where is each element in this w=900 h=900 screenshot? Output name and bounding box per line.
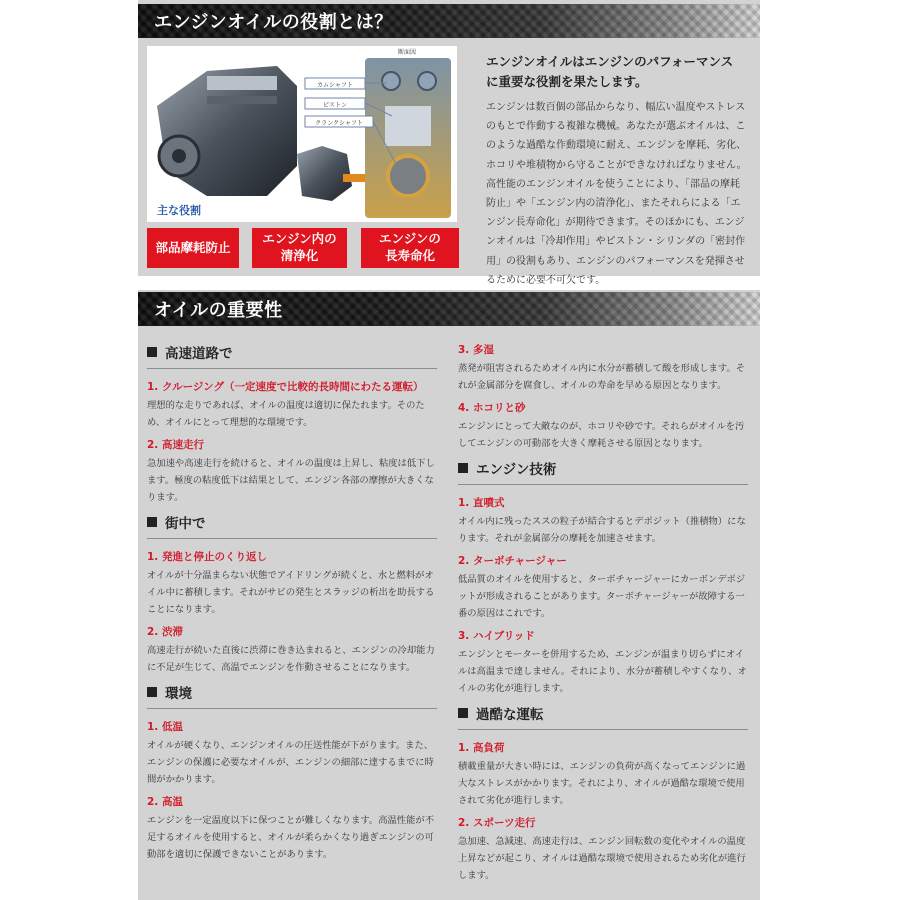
item-title: 3. ハイブリッド [458, 630, 535, 642]
section-heading [147, 342, 437, 369]
item-body: 急加速、急減速、高速走行は、エンジン回転数の変化やオイルの温度上昇などが起こり、オイルは過酷な環境で使用されるため劣化が進行します。 [458, 836, 746, 881]
section-heading [147, 682, 437, 709]
role-engine-longevity: エンジンの 長寿命化 [361, 228, 459, 268]
section-left-0 [147, 342, 437, 506]
item-body: 蒸発が阻害されるためオイル内に水分が蓄積して酸を形成します。それが金属部分を腐食し、オイルの寿命を早める原因となります。 [458, 363, 745, 391]
item-body: オイル内に残ったススの粒子が結合するとデポジット（推積物）になります。それが金属部分の摩耗を加速させます。 [458, 516, 746, 544]
item-body: 急加速や高速走行を続けると、オイルの温度は上昇し、粘度は低下します。極度の粘度低下は結果として、エンジン各部の摩擦が大きくなります。 [147, 458, 435, 503]
square-bullet-icon [147, 347, 157, 357]
item-title: 3. 多湿 [458, 344, 494, 356]
section-right-2 [458, 703, 748, 884]
section-heading-text: 過酷な運転 [476, 707, 544, 723]
square-bullet-icon [458, 463, 468, 473]
section-heading-text: 環境 [165, 686, 192, 702]
square-bullet-icon [147, 687, 157, 697]
label-camshaft: カムシャフト [317, 82, 353, 89]
intro-heading: エンジンオイルはエンジンのパフォーマンスに重要な役割を果たします。 [486, 54, 734, 89]
item-title: 1. クルージング（一定速度で比較的長時間にわたる運転） [147, 381, 424, 393]
square-bullet-icon [458, 708, 468, 718]
item-body: エンジンを一定温度以下に保つことが難しくなります。高温性能が不足するオイルを使用すると、オイルが柔らかくなり過ぎエンジンの可動部を適切に保護できないことがあります。 [147, 815, 434, 860]
item-title: 2. 高温 [147, 796, 183, 808]
item-title: 1. 発進と停止のくり返し [147, 551, 267, 563]
engine-illustration [147, 46, 457, 222]
section-heading-text: 高速道路で [165, 346, 233, 362]
item-title: 1. 高負荷 [458, 742, 505, 754]
item-title: 4. ホコリと砂 [458, 402, 526, 414]
section-left-2 [147, 682, 437, 863]
item-body: エンジンとモーターを併用するため、エンジンが温まり切らずにオイルは高温まで達しません。それにより、水分が蓄積しやすくなり、オイルの劣化が進行します。 [458, 649, 747, 694]
item-body: 理想的な走りであれば、オイルの温度は適切に保たれます。そのため、オイルにとって理想的な環境です。 [147, 400, 425, 428]
intro-body: エンジンは数百個の部品からなり、幅広い温度やストレスのもとで作動する複雑な機械。あなたが選ぶオイルは、このような過酷な作動環境に耐え、エンジンを摩耗、劣化、ホコリや堆積物から守ることができなければなりません。高性能のエンジンオイルを使うことにより、「部品の摩耗防止」や「エンジン内の清浄化」、またそれらによる「エンジン長寿命化」が期待できます。そのほかにも、エンジンオイルは「冷却作用」やピストン・シリンダの「密封作用」の役割もあり、エンジンのパフォーマンスを発揮させるために必要不可欠です。 [486, 102, 747, 286]
item-body: オイルが十分温まらない状態でアイドリングが続くと、水と燃料がオイル中に蓄積します。それがサビの発生とスラッジの析出を助長することになります。 [147, 570, 435, 615]
item-body: 積載重量が大きい時には、エンジンの負荷が高くなってエンジンに過大なストレスがかかります。それにより、オイルが過酷な環境で使用されて劣化が進行します。 [458, 761, 746, 806]
section-right-0 [458, 342, 748, 452]
section-heading-text: エンジン技術 [476, 462, 557, 478]
section-heading [458, 703, 748, 730]
label-crankshaft: クランクシャフト [315, 120, 363, 127]
right-column [458, 342, 748, 890]
section-heading-text: 街中で [165, 516, 206, 532]
top-banner [138, 4, 760, 38]
item-body: 高速走行が続いた直後に渋滞に巻き込まれると、エンジンの冷却能力に不足が生じて、高温でエンジンを作動させることになります。 [147, 645, 435, 673]
item-body: 低品質のオイルを使用すると、ターボチャージャーにカーボンデポジットが形成されることがあります。ターボチャージャーが故障する一番の原因はこれです。 [458, 574, 746, 619]
importance-title: オイルの重要性 [154, 300, 283, 321]
item-title: 2. ターボチャージャー [458, 555, 567, 567]
section-right-1 [458, 458, 748, 697]
item-title: 2. 高速走行 [147, 439, 204, 451]
left-column [147, 342, 437, 869]
main-roles-label: 主な役割 [157, 204, 201, 217]
item-title: 2. 渋滞 [147, 626, 183, 638]
role-wear-prevention: 部品摩耗防止 [147, 228, 239, 268]
item-body: エンジンにとって大敵なのが、ホコリや砂です。それらがオイルを汚してエンジンの可動部を大きく摩耗させる原因となります。 [458, 421, 745, 449]
section-heading [458, 458, 748, 485]
role-engine-cleaning: エンジン内の 清浄化 [252, 228, 347, 268]
section-heading [147, 512, 437, 539]
section-caption: 断面図 [397, 49, 417, 56]
engine-diagram-image [147, 46, 457, 222]
label-piston: ピストン [322, 102, 348, 109]
item-title: 2. スポーツ走行 [458, 817, 536, 829]
square-bullet-icon [147, 517, 157, 527]
item-body: オイルが硬くなり、エンジンオイルの圧送性能が下がります。また、エンジンの保護に必要なオイルが、エンジンの細部に達するまでに時間がかかります。 [147, 740, 434, 785]
item-title: 1. 低温 [147, 721, 183, 733]
section-left-1 [147, 512, 437, 676]
importance-banner [138, 292, 760, 326]
page-title: エンジンオイルの役割とは？ [154, 12, 393, 33]
item-title: 1. 直噴式 [458, 497, 505, 509]
